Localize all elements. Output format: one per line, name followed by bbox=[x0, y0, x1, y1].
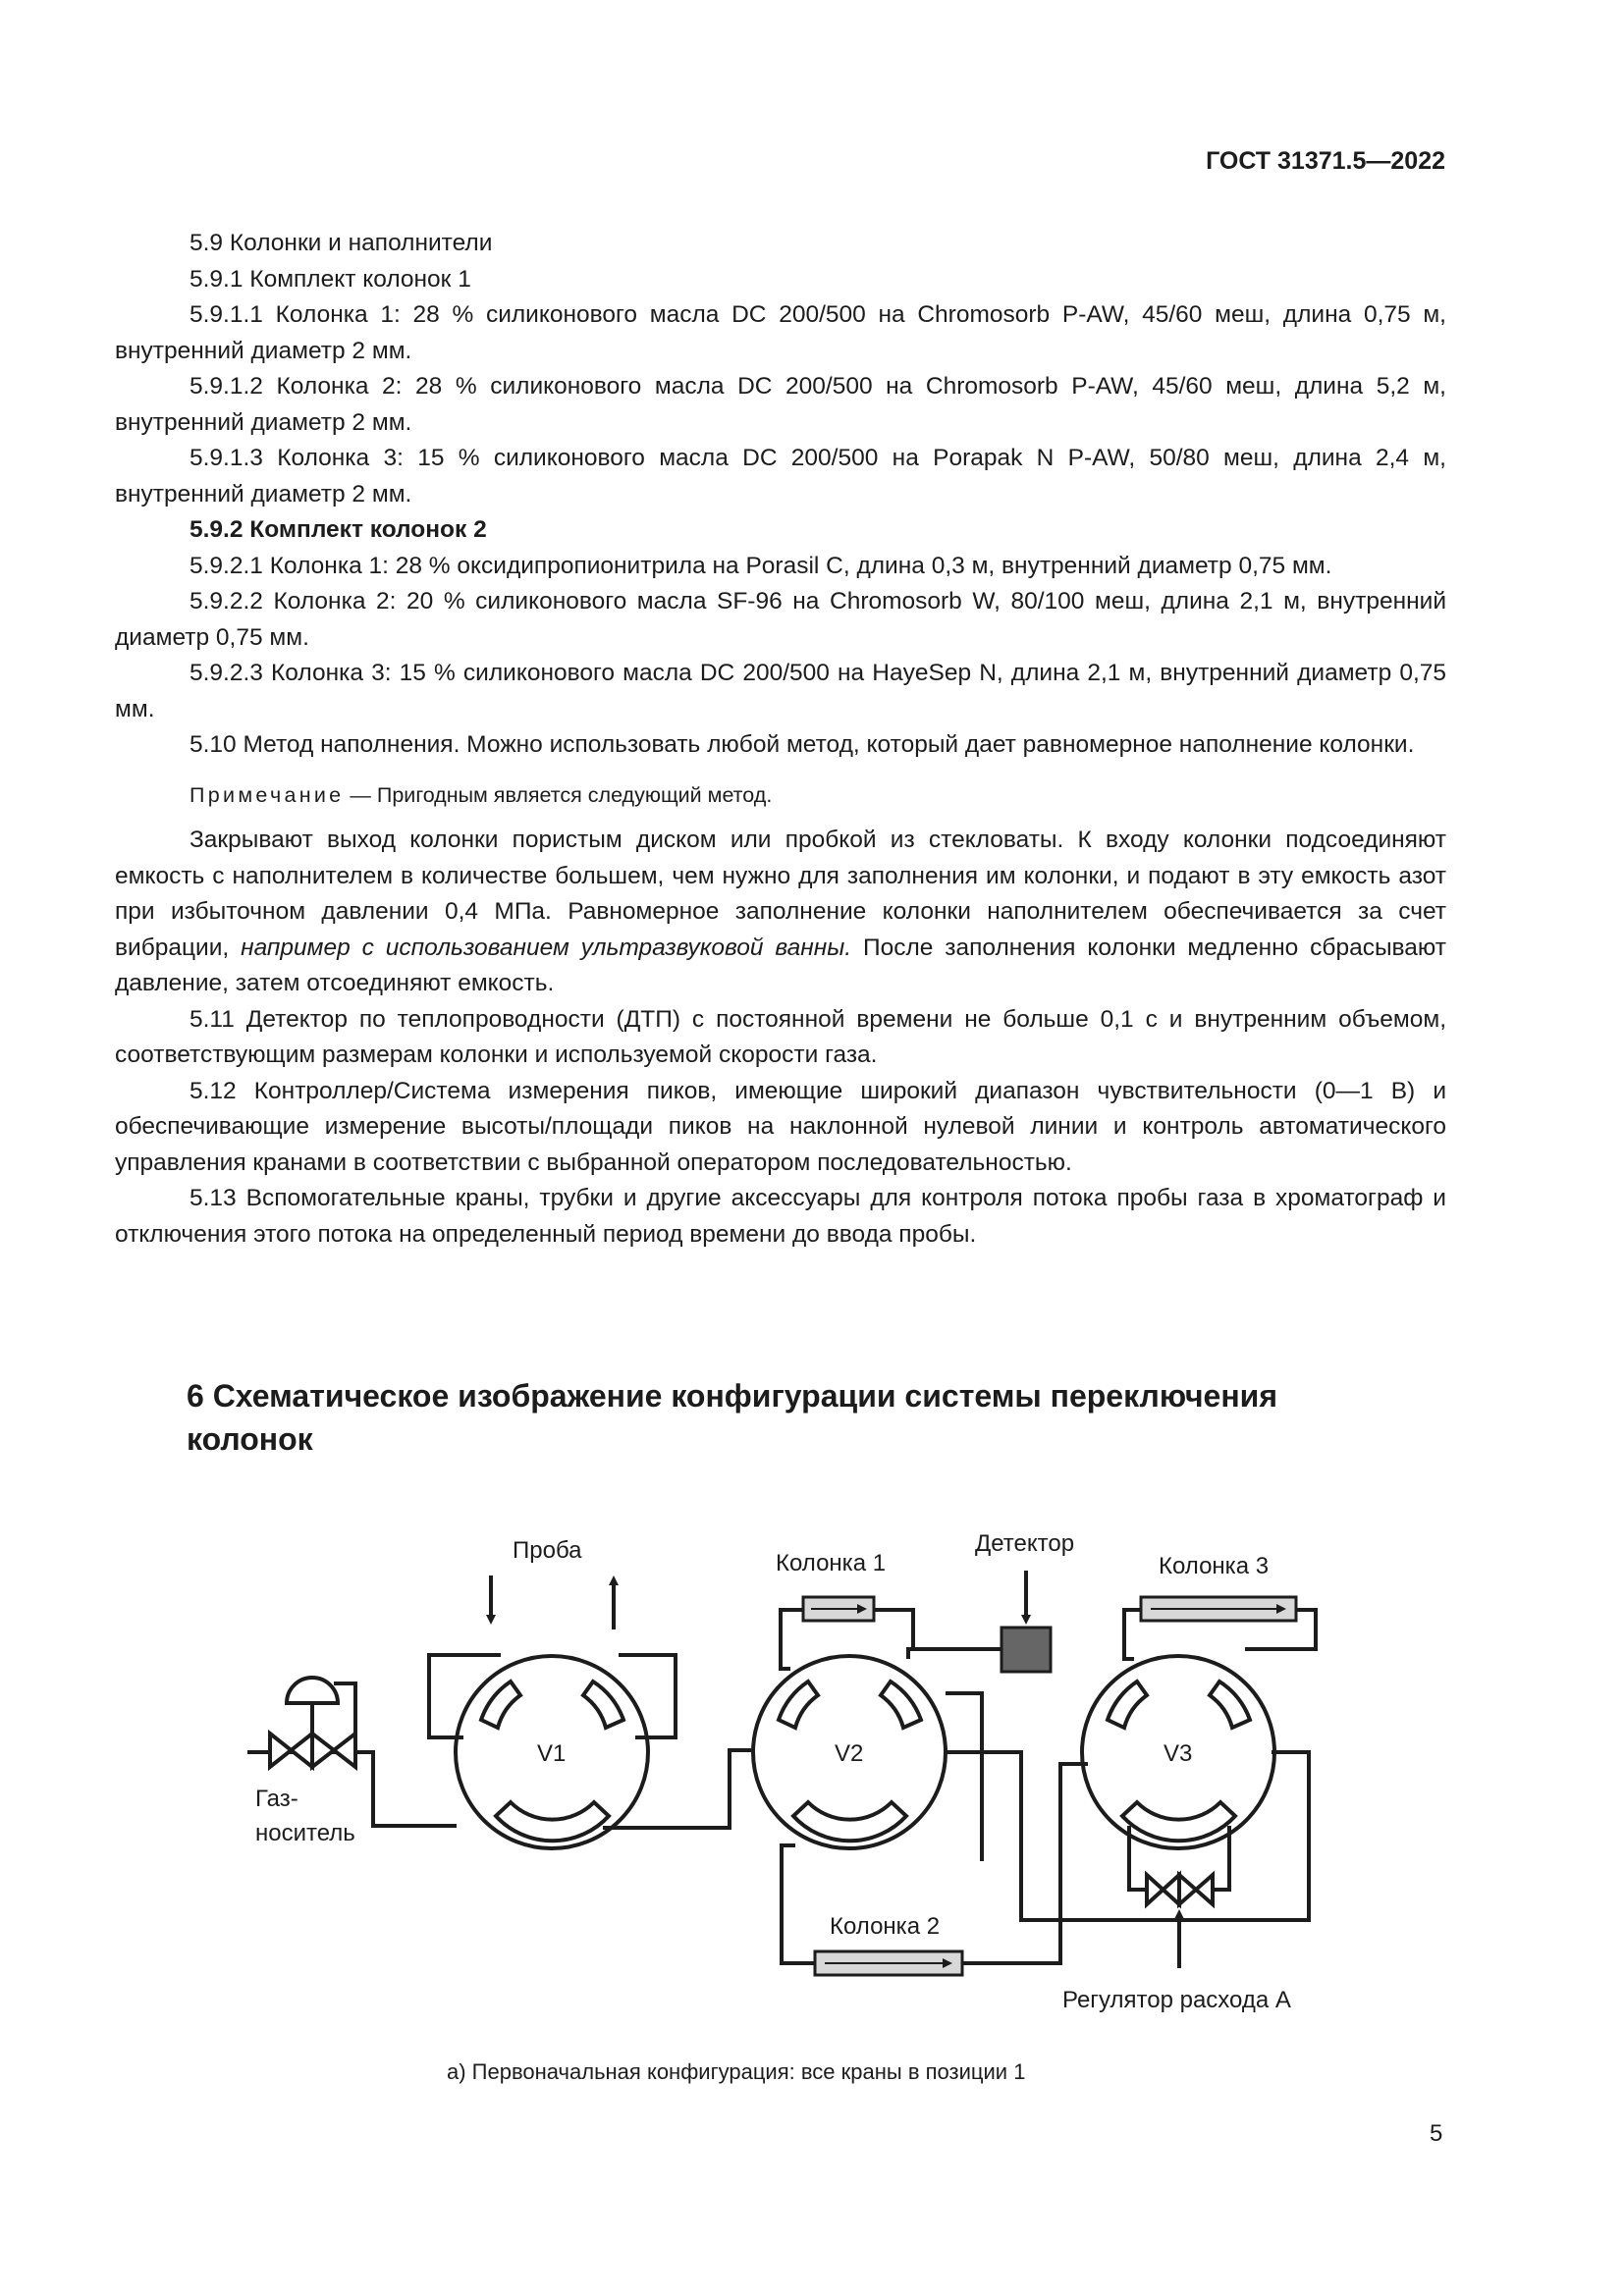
page-number: 5 bbox=[1430, 2120, 1443, 2147]
paragraph-5-9-2: 5.9.2 Комплект колонок 2 bbox=[189, 516, 487, 543]
paragraph-5-9-2-1: 5.9.2.1 Колонка 1: 28 % оксидипропионитрила на Porasil C, длина 0,3 м, внутренний диаметр 0,75 мм. bbox=[189, 552, 1332, 579]
flow-regulator-label: Регулятор расхода А bbox=[1062, 1987, 1291, 2013]
paragraph-5-9-1: 5.9.1 Комплект колонок 1 bbox=[189, 265, 471, 293]
v2-column1-left-line bbox=[781, 1610, 803, 1669]
valve-channels bbox=[481, 1682, 1250, 1841]
v2-column2-left-line bbox=[782, 1845, 815, 1963]
v2-right-line bbox=[946, 1752, 1060, 1920]
paragraph-5-12: 5.12 Контроллер/Система измерения пиков, имеющие широкий диапазон чувствительности (0—1 В) и обеспечивающие измерение высоты/площади пиков на наклонной нулевой линии и контроль автоматического управления кранами в соответствии с выбранной оператором последовательностью. bbox=[115, 1077, 1446, 1176]
method-text-2: После заполнения колонки медленно сбрасывают давление, затем отсоединяют емкость. bbox=[115, 934, 1446, 996]
paragraph-5-9-2-3: 5.9.2.3 Колонка 3: 15 % силиконового масла DC 200/500 на HayeSep N, длина 2,1 м, внутренний диаметр 0,75 мм. bbox=[115, 660, 1446, 722]
tubing bbox=[247, 1610, 1316, 1963]
paragraph-5-9-1-3: 5.9.1.3 Колонка 3: 15 % силиконового масла DC 200/500 на Porapak N P-AW, 50/80 меш, длина 2,4 м, внутренний диаметр 2 мм. bbox=[115, 445, 1446, 507]
carrier-gas-label-2: носитель bbox=[255, 1820, 355, 1846]
paragraph-5-9-1-2: 5.9.1.2 Колонка 2: 28 % силиконового масла DC 200/500 на Chromosorb P-AW, 45/60 меш, длина 5,2 м, внутренний диаметр 2 мм. bbox=[115, 373, 1446, 436]
flow-regulator-valve bbox=[1147, 1875, 1213, 1904]
detector-box bbox=[1001, 1628, 1051, 1672]
method-text-1: Закрывают выход колонки пористым диском или пробкой из стекловаты. К входу колонки подсоединяют емкость с наполнителем в количестве большем, чем нужно для заполнения им колонки, и подают в эту емкость азот при избыточном давлении 0,4 МПа. Равномерное заполнение колонки наполнителем обеспечивается за счет вибрации, bbox=[115, 827, 1446, 961]
section-title: 6 Схематическое изображение конфигурации системы переключения колонок bbox=[187, 1378, 1277, 1457]
detector-label: Детектор bbox=[975, 1530, 1075, 1557]
valve-v3-label: V3 bbox=[1164, 1740, 1193, 1767]
carrier-gas-regulator bbox=[270, 1678, 355, 1767]
valve-v2-label: V2 bbox=[835, 1740, 864, 1767]
column-2-label: Колонка 2 bbox=[830, 1913, 941, 1940]
valve-v1-label: V1 bbox=[537, 1740, 567, 1767]
loop-right-line bbox=[619, 1655, 676, 1737]
paragraph-5-10: 5.10 Метод наполнения. Можно использовать любой метод, который дает равномерное наполнение колонки. bbox=[189, 731, 1415, 758]
paragraph-5-9: 5.9 Колонки и наполнители bbox=[189, 230, 493, 256]
sample-label: Проба bbox=[513, 1537, 582, 1564]
column-3-label: Колонка 3 bbox=[1159, 1553, 1270, 1579]
paragraph-5-13: 5.13 Вспомогательные краны, трубки и другие аксессуары для контроля потока пробы газа в хроматограф и отключения этого потока на определенный период времени до ввода пробы. bbox=[115, 1185, 1446, 1248]
v2-vent-line bbox=[946, 1693, 982, 1861]
v2-detector-line bbox=[908, 1649, 1001, 1659]
method-text-italic: например с использованием ультразвуковой ванны. bbox=[241, 934, 852, 961]
column-1-label: Колонка 1 bbox=[776, 1550, 887, 1576]
paragraph-5-9-1-1: 5.9.1.1 Колонка 1: 28 % силиконового масла DC 200/500 на Chromosorb P-AW, 45/60 меш, длина 0,75 м, внутренний диаметр 2 мм. bbox=[115, 301, 1446, 364]
note-label: Примечание bbox=[189, 782, 345, 807]
carrier-gas-label-1: Газ- bbox=[255, 1786, 298, 1812]
v2-column1-right-line bbox=[874, 1610, 913, 1647]
document-header: ГОСТ 31371.5—2022 bbox=[1206, 147, 1445, 175]
v3-column3-left-line bbox=[1124, 1610, 1141, 1659]
paragraph-5-11: 5.11 Детектор по теплопроводности (ДТП) с постоянной времени не больше 0,1 с и внутренним объемом, соответствующим размерам колонки и используемой скорости газа. bbox=[115, 1005, 1446, 1068]
note-text: — Пригодным является следующий метод. bbox=[344, 782, 773, 807]
figure-caption: а) Первоначальная конфигурация: все краны в позиции 1 bbox=[447, 2059, 1026, 2084]
paragraph-5-9-2-2: 5.9.2.2 Колонка 2: 20 % силиконового масла SF-96 на Chromosorb W, 80/100 меш, длина 2,1 м, внутренний диаметр 0,75 мм. bbox=[115, 588, 1446, 651]
